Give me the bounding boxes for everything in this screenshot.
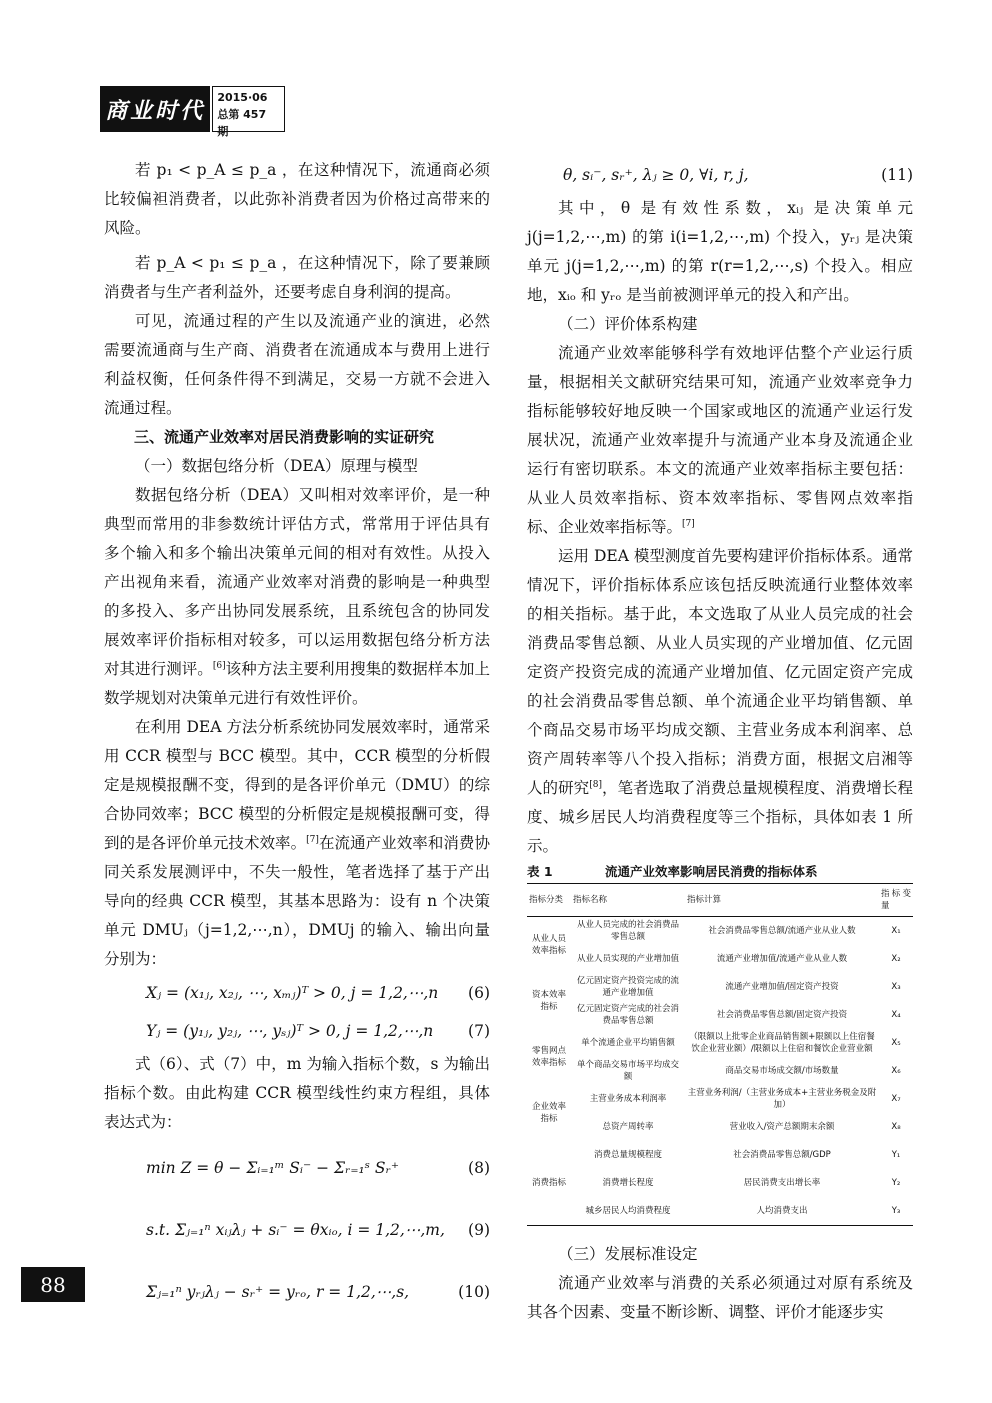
table-cell-calc: 社会消费品零售总额/固定资产投资	[716, 1010, 848, 1020]
subsection-heading: （二）评价体系构建	[558, 315, 698, 333]
paragraph: 运用 DEA 模型测度首先要构建评价指标体系。通常情况下，评价指标体系应该包括反映流通行业整体效率的相关指标。基于此，本文选取了从业人员完成的社会消费品零售总额、从业人员实现的产业增加值、亿元固定资产投资完成的流通产业增加值、亿元固定资产完成的社会消费品零售总额、单个流通企业平均销售额、单个商品交易市场平均成交额、主营业务成本利润率、总资产周转率等八个投入指标；消费方面，根据文启湘等人的研究[8]，笔者选取了消费总量规模程度、消费增长程度、城乡居民人均消费程度等三个指标，具体如表 1 所示。	[527, 547, 913, 855]
table-cell-category: 零售网点效率指标	[531, 1046, 566, 1068]
table-cell-name: 消费总量规模程度	[593, 1150, 662, 1160]
table-cell-calc: 居民消费支出增长率	[743, 1178, 821, 1188]
table-cell-name: 亿元固定资产投资完成的流通产业增加值	[576, 976, 679, 998]
table-row	[527, 1085, 913, 1113]
paragraph: 式（6）、式（7）中，m 为输入指标个数，s 为输出指标个数。由此构建 CCR 模型线性约束方程组，具体表达式为：	[104, 1055, 490, 1131]
paragraph: 流通产业效率与消费的关系必须通过对原有系统及其各个因素、变量不断诊断、调整、评价才能逐步实	[527, 1274, 913, 1321]
table-cell-category: 企业效率指标	[531, 1102, 566, 1124]
table-cell-var: Y₂	[891, 1178, 901, 1188]
table-cell-var: X₄	[891, 1010, 901, 1020]
table-cell-calc: 社会消费品零售总额/流通产业从业人数	[708, 926, 856, 936]
issue-box	[212, 86, 285, 138]
table-caption	[527, 861, 913, 883]
table-row	[527, 1141, 913, 1169]
table-cell-name: 主营业务成本利润率	[589, 1094, 667, 1104]
table-cell-calc: 商品交易市场成交额/市场数量	[725, 1066, 839, 1076]
citation: [8]	[589, 779, 602, 790]
equation-9: s.t. Σⱼ₌₁ⁿ xᵢⱼλⱼ + sᵢ⁻ = θxᵢₒ, i = 1,2,⋯,m, (9)	[146, 1221, 490, 1239]
table-cell-var: X₃	[891, 982, 901, 992]
table-row	[527, 1029, 913, 1057]
subsection-heading: （一）数据包络分析（DEA）原理与模型	[135, 457, 418, 475]
paragraph: 其中，θ 是有效性系数，xᵢⱼ 是决策单元 j(j=1,2,⋯,m) 的第 i(i=1,2,⋯,m) 个投入，yᵣⱼ 是决策单元 j(j=1,2,⋯,m) 的第 r(r=1,2,⋯,s) 个投入。相应地，xᵢₒ 和 yᵣₒ 是当前被测评单元的投入和产出。	[527, 199, 913, 304]
subsection-heading: （三）发展标准设定	[558, 1245, 698, 1263]
citation: [7]	[682, 518, 695, 529]
table-header-cell: 指标名称	[571, 884, 685, 917]
table-cell-var: X₂	[891, 954, 901, 964]
equation-7: Yⱼ = (y₁ⱼ, y₂ⱼ, ⋯, yₛⱼ)ᵀ > 0, j = 1,2,⋯,n (7)	[146, 1022, 490, 1040]
table-header-cell: 指标变量	[879, 884, 913, 917]
paragraph: 流通产业效率能够科学有效地评估整个产业运行质量，根据相关文献研究结果可知，流通产业效率竞争力指标能够较好地反映一个国家或地区的流通产业运行发展状况，流通产业效率提升与流通产业本身及流通企业运行有密切联系。本文的流通产业效率指标主要包括：从业人员效率指标、资本效率指标、零售网点效率指标、企业效率指标等。[7]	[527, 344, 913, 536]
table-cell-category: 资本效率指标	[531, 990, 566, 1012]
paragraph: 若 p_A < p₁ ≤ p_a ，在这种情况下，除了要兼顾消费者与生产者利益外，还要考虑自身利润的提高。	[104, 254, 490, 301]
paragraph: 可见，流通过程的产生以及流通产业的演进，必然需要流通商与生产商、消费者在流通成本与费用上进行利益权衡，任何条件得不到满足，交易一方就不会进入流通过程。	[104, 312, 490, 417]
indicator-table	[527, 883, 913, 1226]
journal-logo: 商业时代	[100, 86, 210, 132]
equation-8: min Z = θ − Σᵢ₌₁ᵐ Sᵢ⁻ − Σᵣ₌₁ˢ Sᵣ⁺ (8)	[146, 1159, 490, 1177]
table-cell-var: X₁	[891, 926, 901, 936]
table-cell-name: 消费增长程度	[602, 1178, 654, 1188]
table-row	[527, 1197, 913, 1226]
table-cell-calc: 流通产业增加值/固定资产投资	[725, 982, 839, 992]
table-cell-calc: 人均消费支出	[756, 1206, 808, 1216]
table-cell-name: 单个流通企业平均销售额	[581, 1038, 675, 1048]
table-cell-name: 亿元固定资产完成的社会消费品零售总额	[576, 1004, 679, 1026]
page-number: 88	[21, 1267, 85, 1302]
table-number: 表 1	[527, 864, 553, 879]
left-column	[104, 156, 490, 1323]
table-cell-calc: 主营业务利润/（主营业务成本+主营业务税金及附加）	[687, 1088, 877, 1110]
table-cell-var: X₇	[891, 1094, 901, 1104]
issue-number: 总第 457 期	[217, 108, 267, 138]
journal-masthead	[100, 86, 285, 138]
equation-6: Xⱼ = (x₁ⱼ, x₂ⱼ, ⋯, xₘⱼ)ᵀ > 0, j = 1,2,⋯,n (6)	[146, 984, 490, 1002]
table-body	[527, 917, 913, 1226]
issue-date: 2015·06	[217, 91, 268, 104]
table-cell-name: 从业人员完成的社会消费品零售总额	[576, 920, 679, 942]
table-cell-var: X₅	[891, 1038, 901, 1048]
equation-10: Σⱼ₌₁ⁿ yᵣⱼλⱼ − sᵣ⁺ = yᵣₒ, r = 1,2,⋯,s, (10)	[146, 1283, 490, 1301]
table-cell-var: X₆	[891, 1066, 901, 1076]
table-row	[527, 945, 913, 973]
citation: [7]	[306, 834, 319, 845]
citation: [6]	[212, 660, 226, 671]
table-cell-name: 城乡居民人均消费程度	[585, 1206, 671, 1216]
table-cell-calc: 社会消费品零售总额/GDP	[733, 1150, 831, 1160]
table-title: 流通产业效率影响居民消费的指标体系	[605, 864, 818, 879]
equation-11: θ, sᵢ⁻, sᵣ⁺, λⱼ ≥ 0, ∀i, r, j, (11)	[563, 166, 913, 184]
table-cell-calc: 流通产业增加值/流通产业从业人数	[716, 954, 848, 964]
table-row	[527, 973, 913, 1001]
table-cell-calc: （限额以上批零企业商品销售额+限额以上住宿餐饮企业营业额）/限额以上住宿和餐饮企业营业额	[689, 1032, 875, 1054]
table-cell-var: Y₁	[891, 1150, 901, 1160]
section-heading: 三、流通产业效率对居民消费影响的实证研究	[134, 428, 435, 446]
table-header-cell: 指标计算	[685, 884, 879, 917]
table-header-row	[527, 884, 913, 917]
table-cell-var: Y₃	[891, 1206, 901, 1216]
table-row	[527, 1001, 913, 1029]
table-cell-name: 单个商品交易市场平均成交额	[576, 1060, 679, 1082]
table-cell-var: X₈	[891, 1122, 901, 1132]
table-header-cell: 指标分类	[527, 884, 571, 917]
table-cell-calc: 营业收入/资产总额期末余额	[729, 1122, 835, 1132]
table-cell-name: 从业人员实现的产业增加值	[576, 954, 679, 964]
paragraph: 数据包络分析（DEA）又叫相对效率评价，是一种典型而常用的非参数统计评估方式，常常用于评估具有多个输入和多个输出决策单元间的相对有效性。从投入产出视角来看，流通产业效率对消费的影响是一种典型的多投入、多产出协同发展系统，且系统包含的协同发展效率评价指标相对较多，可以运用数据包络分析方法对其进行测评。[6]该种方法主要利用搜集的数据样本加上数学规划对决策单元进行有效性评价。	[104, 486, 490, 707]
paragraph: 若 p₁ < p_A ≤ p_a ，在这种情况下，流通商必须比较偏袒消费者，以此弥补消费者因为价格过高带来的风险。	[104, 161, 490, 237]
right-column	[527, 156, 913, 1327]
table-cell-category: 从业人员效率指标	[531, 934, 566, 956]
table-row	[527, 1057, 913, 1085]
table-row	[527, 1169, 913, 1197]
table-row	[527, 917, 913, 946]
table-cell-name: 总资产周转率	[602, 1122, 654, 1132]
table-row	[527, 1113, 913, 1141]
paragraph: 在利用 DEA 方法分析系统协同发展效率时，通常采用 CCR 模型与 BCC 模型。其中，CCR 模型的分析假定是规模报酬不变，得到的是各评价单元（DMU）的综合协同效率；BCC 模型的分析假定是规模报酬可变，得到的是各评价单元技术效率。[7]在流通产业效率和消费协同关系发展测评中，不失一般性，笔者选择了基于产出导向的经典 CCR 模型，其基本思路为：设有 n 个决策单元 DMUⱼ（j=1,2,⋯,n），DMUj 的输入、输出向量分别为：	[104, 718, 490, 968]
table-cell-category: 消费指标	[531, 1178, 566, 1188]
